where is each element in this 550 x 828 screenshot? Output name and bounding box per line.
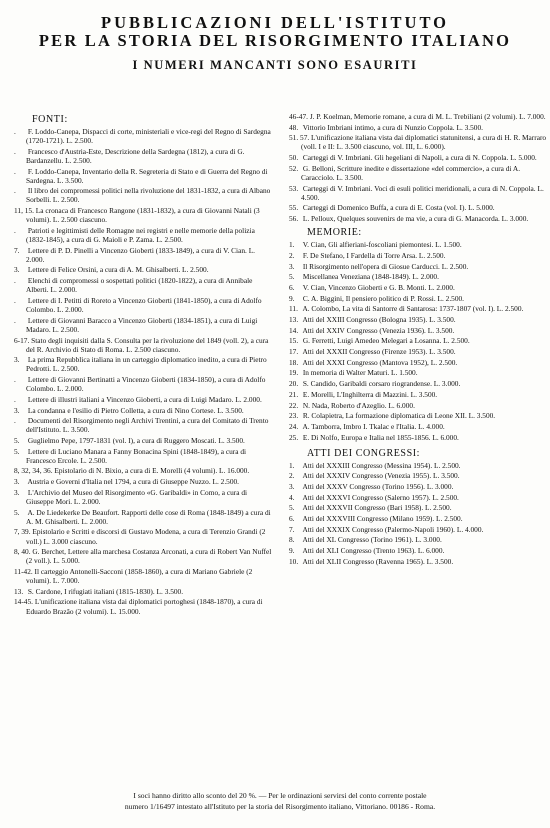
entry-number: 5. — [14, 446, 20, 456]
publication-entry — [289, 294, 550, 303]
publication-entry — [14, 406, 274, 415]
publication-entry — [14, 597, 274, 615]
publication-entry — [14, 316, 274, 334]
entry-text: Lettere di P. D. Pinelli a Vincenzo Gioberti (1833-1849), a cura di V. Cian. L. 2.000. — [26, 245, 256, 264]
entry-number: 1. — [289, 460, 295, 470]
entry-text: In memoria di Walter Maturi. L. 1.500. — [302, 368, 418, 378]
entry-number: . — [14, 375, 16, 385]
entry-text: Atti del XXIV Congresso (Venezia 1936). L. 3.500. — [302, 325, 455, 335]
entry-number: 14-45. — [14, 597, 33, 607]
entry-text: Atti del XXXIV Congresso (Venezia 1955). L. 3.500. — [302, 471, 460, 481]
entry-text: La condanna e l'esilio di Pietro Colletta, a cura di Nino Cortese. L. 3.500. — [27, 405, 244, 415]
entry-number: 48. — [289, 122, 299, 132]
entry-text: S. Cardone, I rifugiati italiani (1815-1830). L. 3.500. — [27, 586, 184, 596]
entry-text: Epistolario e Scritti e discorsi di Gustavo Modena, a cura di Terenzio Grandi (2 voll.) L. 3.000 ciascuno. — [26, 527, 266, 546]
entry-text: Atti del XL Congresso (Torino 1961). L. 3.000. — [302, 535, 442, 545]
entry-text: Lettere di illustri italiani a Vincenzo Gioberti, a cura di Luigi Madaro. L. 2.000. — [27, 394, 262, 404]
publication-entry — [289, 461, 550, 470]
entry-text: Elenchi di compromessi o sospettati politici (1820-1822), a cura di Annibale Alberti. L. 2.000. — [26, 276, 253, 295]
entry-number: 2. — [289, 250, 295, 260]
title-line-2: PER LA STORIA DEL RISORGIMENTO ITALIANO — [38, 31, 512, 50]
publication-entry — [289, 401, 550, 410]
publication-entry — [14, 206, 274, 224]
entry-number: 5. — [289, 272, 295, 282]
entry-text: Lettere di Giovanni Baracco a Vincenzo Gioberti (1834-1851), a cura di Luigi Madaro. L. 2.500. — [26, 315, 258, 334]
entry-number: 25. — [289, 432, 299, 442]
entry-text: Lettere di I. Petitti di Roreto a Vincenzo Gioberti (1841-1850), a cura di Adolfo Colombo. L. 2.000. — [26, 295, 262, 315]
entry-text: Atti del XXXV Congresso (Torino 1956). L. 3.000. — [302, 482, 454, 492]
entry-text: Atti del XXXIX Congresso (Palermo-Napoli 1960). L. 4.000. — [302, 524, 484, 534]
entry-text: Il carteggio Antonelli-Sacconi (1858-1860), a cura di Mariano Gabriele (2 volumi). L. 7.000. — [26, 566, 253, 586]
entry-number: . — [14, 394, 16, 404]
entry-number: . — [14, 225, 16, 235]
page-title — [14, 14, 536, 50]
entry-number: 8, 32, 34, 36. — [14, 466, 53, 476]
publication-entry — [14, 436, 274, 445]
publication-entry — [14, 527, 274, 545]
left-column — [14, 112, 274, 617]
publication-entry — [14, 477, 274, 486]
entry-number: 22. — [289, 400, 299, 410]
entry-number: . — [14, 186, 16, 196]
footer-line-2: numero 1/16497 intestato all'Istituto per la storia del Risorgimento italiano, Vittoriano. 00186 - Roma. — [124, 802, 436, 811]
entry-text: L'unificazione italiana vista dai diplomatici statunitensi, a cura di H. R. Marraro (voll. I e II: L. 3.500 ciascuno, vol. III, L. 6.000). — [301, 133, 547, 152]
entry-number: 11. — [289, 304, 298, 314]
entry-number: 3. — [289, 482, 295, 492]
publication-entry — [14, 246, 274, 264]
entry-text: Atti del XXXI Congresso (Mantova 1952), L. 2.500. — [302, 357, 458, 367]
entry-number: 17. — [289, 347, 299, 357]
entry-text: Miscellanea Veneziana (1848-1849). L. 2.000. — [302, 272, 439, 282]
publication-entry — [289, 336, 550, 345]
publication-entry — [289, 358, 550, 367]
title-line-1: PUBBLICAZIONI DELL'ISTITUTO — [101, 13, 449, 32]
entry-number: 21. — [289, 389, 299, 399]
entry-number: 46-47. — [289, 112, 308, 121]
publication-entry — [289, 251, 550, 260]
entry-number: 8, 40. — [14, 547, 31, 557]
entry-text: La prima Repubblica italiana in un carteggio diplomatico inedito, a cura di Pietro Pedrotti. L. 2.500. — [26, 355, 267, 374]
entry-number: 5. — [14, 436, 20, 445]
entry-text: G. Berchet, Lettere alla marchesa Costanza Arconati, a cura di Robert Van Nuffel (2 voll.). L. 5.000. — [26, 547, 272, 566]
entry-number: 6. — [289, 514, 295, 524]
publication-entry — [289, 153, 550, 162]
entry-number: 52. — [289, 163, 299, 173]
publication-entry — [289, 390, 550, 399]
entry-text: Carteggi di V. Imbriani. Gli hegeliani di Napoli, a cura di N. Coppola. L. 5.000. — [302, 153, 537, 163]
entry-number: 3. — [14, 355, 20, 365]
publication-entry — [289, 240, 550, 249]
entry-number: 18. — [289, 357, 299, 367]
entry-number: 24. — [289, 421, 299, 431]
entry-number: . — [14, 276, 16, 286]
entry-number: 3. — [14, 265, 20, 275]
entry-number: 19. — [289, 368, 299, 378]
footer-note — [30, 790, 530, 812]
entry-text: F. Loddo-Canepa, Inventario della R. Segreteria di Stato e di Guerra del Regno di Sardegna. L. 3.500. — [26, 166, 268, 185]
entry-text: Lettere di Giovanni Bertinatti a Vincenzo Gioberti (1834-1850), a cura di Adolfo Colombo. L. 2.000. — [26, 375, 266, 394]
publication-entry — [289, 326, 550, 335]
entry-text: Documenti del Risorgimento negli Archivi Trentini, a cura del Comitato di Trento dell'Istituto. L. 3.500. — [26, 416, 269, 435]
publication-entry — [289, 283, 550, 292]
entry-text: Epistolario di N. Bixio, a cura di E. Morelli (4 volumi). L. 16.000. — [54, 466, 250, 476]
publication-entry — [14, 587, 274, 596]
entry-text: G. Ferretti, Luigi Amedeo Melegari a Losanna. L. 2.500. — [302, 336, 470, 346]
entry-text: Lettere di Luciano Manara a Fanny Bonacina Spini (1848-1849), a cura di Francesco Ercole. L. 2.500. — [26, 446, 247, 465]
memorie-list — [289, 240, 550, 441]
atti-list — [289, 461, 550, 566]
entry-text: L'Archivio del Museo del Risorgimento «G. Garibaldi» in Como, a cura di Giuseppe Mori. L. 2.000. — [26, 487, 248, 506]
entry-number: 3. — [14, 405, 20, 415]
entry-number: 3. — [14, 487, 20, 497]
entry-number: 7. — [289, 524, 295, 534]
publication-entry — [289, 164, 550, 182]
fonti-cont-list — [289, 112, 550, 223]
entry-number: . — [14, 127, 16, 136]
entry-number: 6-17. — [14, 335, 30, 345]
entry-text: Carteggi di Domenico Buffa, a cura di E. Costa (vol. I). L. 5.000. — [302, 203, 495, 213]
publication-entry — [289, 123, 550, 132]
publication-entry — [14, 186, 274, 204]
entry-text: L'unificazione italiana vista dai diplomatici portoghesi (1848-1870), a cura di Eduardo Brazão (2 volumi). L. 15.000. — [26, 597, 263, 616]
publication-entry — [289, 112, 550, 121]
entry-number: 1. — [289, 240, 295, 250]
publication-entry — [289, 493, 550, 502]
publication-entry — [289, 411, 550, 420]
entry-number: 7. — [14, 245, 20, 255]
entry-text: C. A. Biggini, Il pensiero politico di P. Rossi. L. 2.500. — [302, 293, 465, 303]
entry-text: Lettere di Felice Orsini, a cura di A. M. Ghisalberti. L. 2.500. — [27, 265, 209, 275]
entry-text: Atti del XXXVII Congresso (Bari 1958). L. 2.500. — [302, 503, 452, 513]
fonti-heading: FONTI: — [32, 114, 68, 125]
entry-text: Atti del XXIII Congresso (Bologna 1935). L. 3.500. — [302, 315, 456, 324]
entry-number: 3. — [289, 261, 295, 271]
publication-entry — [14, 508, 274, 526]
entry-text: Atti del XXXVI Congresso (Salerno 1957). L. 2.500. — [302, 492, 459, 502]
memorie-heading: MEMORIE: — [307, 227, 362, 239]
publication-entry — [289, 184, 550, 202]
entry-text: Atti del XLII Congresso (Ravenna 1965). L. 3.500. — [302, 556, 454, 566]
entry-text: N. Nada, Roberto d'Azeglio. L. 6.000. — [302, 400, 415, 410]
publication-entry — [14, 127, 274, 145]
entry-number: 10. — [289, 556, 299, 566]
entry-number: 8. — [289, 535, 295, 545]
entry-number: 13. — [14, 586, 24, 596]
entry-text: Vittorio Imbriani intimo, a cura di Nunzio Coppola. L. 3.500. — [302, 122, 483, 132]
entry-text: Atti del XXXII Congresso (Firenze 1953). L. 3.500. — [302, 347, 456, 357]
entry-number: 5. — [289, 503, 295, 513]
publication-entry — [14, 226, 274, 244]
entry-number: 56. — [289, 214, 299, 224]
entry-text: Carteggi di V. Imbriani. Voci di esuli politici meridionali, a cura di N. Coppola. L. 4.500. — [301, 183, 544, 202]
page-subtitle: I NUMERI MANCANTI SONO ESAURITI — [132, 58, 418, 72]
entry-text: Stato degli inquisiti dalla S. Consulta per la rivoluzione del 1849 (voll. 2), a cura del R. Archivio di Stato di Roma. L. 2.500 ciascuno. — [26, 335, 269, 354]
entry-text: Austria e Governi d'Italia nel 1794, a cura di Giuseppe Nuzzo. L. 2.500. — [27, 477, 240, 487]
publication-entry — [289, 304, 550, 313]
publication-entry — [14, 276, 274, 294]
entry-text: F. Loddo-Canepa, Dispacci di corte, ministeriali e vice-regi del Regno di Sardegna (1720-1721). L. 2.500. — [26, 127, 271, 146]
entry-text: Atti del XXXIII Congresso (Messina 1954). L. 2.500. — [302, 460, 461, 470]
publication-entry — [289, 503, 550, 512]
entry-text: A. Tamborra, Imbro I. Tkalac e l'Italia. L. 4.000. — [302, 421, 445, 431]
entry-text: Il Risorgimento nell'opera di Giosue Carducci. L. 2.500. — [302, 261, 469, 271]
publication-entry — [14, 395, 274, 404]
publication-entry — [14, 416, 274, 434]
entry-text: V. Cian, Gli alfieriani-foscoliani piemontesi. L. 1.500. — [302, 240, 462, 250]
publication-entry — [289, 557, 550, 566]
atti-heading: ATTI DEI CONGRESSI: — [307, 447, 421, 459]
publication-entry — [289, 368, 550, 377]
publication-entry — [14, 567, 274, 585]
entry-text: A. De Liedekerke De Beaufort. Rapporti delle cose di Roma (1848-1849) a cura di A. M. Ghisalberti. L. 2.000. — [26, 507, 271, 526]
publication-entry — [14, 547, 274, 565]
entry-text: A. Colombo, La vita di Santorre di Santarosa: 1737-1807 (vol. I). L. 2.500. — [302, 304, 524, 314]
entry-number: 14. — [289, 325, 299, 335]
entry-text: L. Pelloux, Quelques souvenirs de ma vie, a cura di G. Manacorda. L. 3.000. — [302, 214, 529, 224]
entry-text: Francesco d'Austria-Este, Descrizione della Sardegna (1812), a cura di G. Bardanzellu. L. 2.500. — [26, 146, 245, 165]
entry-number: 55. — [289, 203, 299, 213]
entry-text: G. Belloni, Scritture inedite e dissertazione «del commercio», a cura di A. Caracciolo. L. 3.500. — [301, 163, 521, 182]
entry-number: 23. — [289, 411, 299, 421]
entry-text: La cronaca di Francesco Rangone (1831-1832), a cura di Giovanni Natali (3 volumi). L. 2.500 ciascuno. — [26, 206, 260, 225]
entry-number: 51. 57. — [289, 133, 310, 143]
entry-text: R. Colapietra, La formazione diplomatica di Leone XII. L. 3.500. — [302, 411, 496, 421]
publication-entry — [289, 433, 550, 442]
publication-entry — [289, 482, 550, 491]
entry-number: . — [14, 416, 16, 426]
entry-number: 50. — [289, 153, 299, 163]
publication-entry — [14, 466, 274, 475]
entry-number: . — [14, 295, 16, 305]
publication-entry — [289, 471, 550, 480]
publication-entry — [289, 315, 550, 324]
entry-number: . — [14, 166, 16, 176]
entry-text: E. Di Nolfo, Europa e Italia nel 1855-1856. L. 6.000. — [302, 432, 459, 442]
publication-entry — [14, 336, 274, 354]
entry-number: 15. — [289, 336, 299, 346]
publication-entry — [14, 375, 274, 393]
publication-entry — [289, 379, 550, 388]
entry-text: Guglielmo Pepe, 1797-1831 (vol. I), a cura di Ruggero Moscati. L. 3.500. — [27, 436, 245, 445]
publication-entry — [289, 347, 550, 356]
entry-number: 7, 39. — [14, 527, 31, 537]
publication-entry — [14, 488, 274, 506]
entry-text: Il libro dei compromessi politici nella rivoluzione del 1831-1832, a cura di Albano Sorbelli. L. 2.500. — [26, 186, 271, 205]
fonti-list — [14, 127, 274, 616]
publication-entry — [289, 133, 550, 151]
entry-number: 5. — [14, 507, 20, 517]
catalog-columns — [14, 112, 547, 782]
publication-entry — [289, 546, 550, 555]
entry-text: V. Cian, Vincenzo Gioberti e G. B. Monti. L. 2.000. — [302, 282, 455, 292]
entry-number: 20. — [289, 379, 299, 389]
publication-entry — [14, 355, 274, 373]
entry-number: 3. — [14, 477, 20, 487]
entry-number: 2. — [289, 471, 295, 481]
publication-entry — [289, 203, 550, 212]
entry-text: F. De Stefano, I Fardella di Torre Arsa. L. 2.500. — [302, 250, 446, 260]
publication-entry — [289, 514, 550, 523]
publication-entry — [289, 525, 550, 534]
publication-entry — [289, 272, 550, 281]
publication-entry — [14, 296, 274, 314]
publication-entry — [14, 147, 274, 165]
entry-number: 11, 15. — [14, 206, 34, 216]
publication-entry — [289, 262, 550, 271]
entry-number: . — [14, 146, 16, 156]
entry-text: S. Candido, Garibaldi corsaro riograndense. L. 3.000. — [302, 379, 461, 389]
publication-entry — [289, 214, 550, 223]
entry-number: 53. — [289, 183, 299, 193]
publication-entry — [14, 265, 274, 274]
entry-number: 9. — [289, 546, 295, 556]
entry-text: J. P. Koelman, Memorie romane, a cura di M. L. Trebiliani (2 volumi). L. 7.000. — [309, 112, 546, 121]
entry-text: Patrioti e legittimisti delle Romagne nei registri e nelle memorie della polizia (1832-1845), a cura di G. Maioli e P. Zama. L. 2.500. — [26, 225, 255, 244]
entry-number: 13. — [289, 315, 299, 324]
publication-entry — [14, 167, 274, 185]
entry-number: 9. — [289, 293, 295, 303]
entry-number: 11-42. — [14, 566, 33, 576]
entry-text: Atti del XLI Congresso (Trento 1963). L. 6.000. — [302, 546, 445, 556]
entry-number: 6. — [289, 282, 295, 292]
publication-entry — [289, 422, 550, 431]
entry-number: . — [14, 315, 16, 325]
publication-entry — [289, 535, 550, 544]
entry-number: 4. — [289, 492, 295, 502]
right-column — [289, 112, 550, 568]
footer-line-1: I soci hanno diritto allo sconto del 20 %. — Per le ordinazioni servirsi del conto corrente postale — [133, 791, 427, 800]
publication-entry — [14, 447, 274, 465]
entry-text: E. Morelli, L'Inghilterra di Mazzini. L. 3.500. — [302, 389, 438, 399]
entry-text: Atti del XXXVIII Congresso (Milano 1959). L. 2.500. — [302, 514, 463, 524]
